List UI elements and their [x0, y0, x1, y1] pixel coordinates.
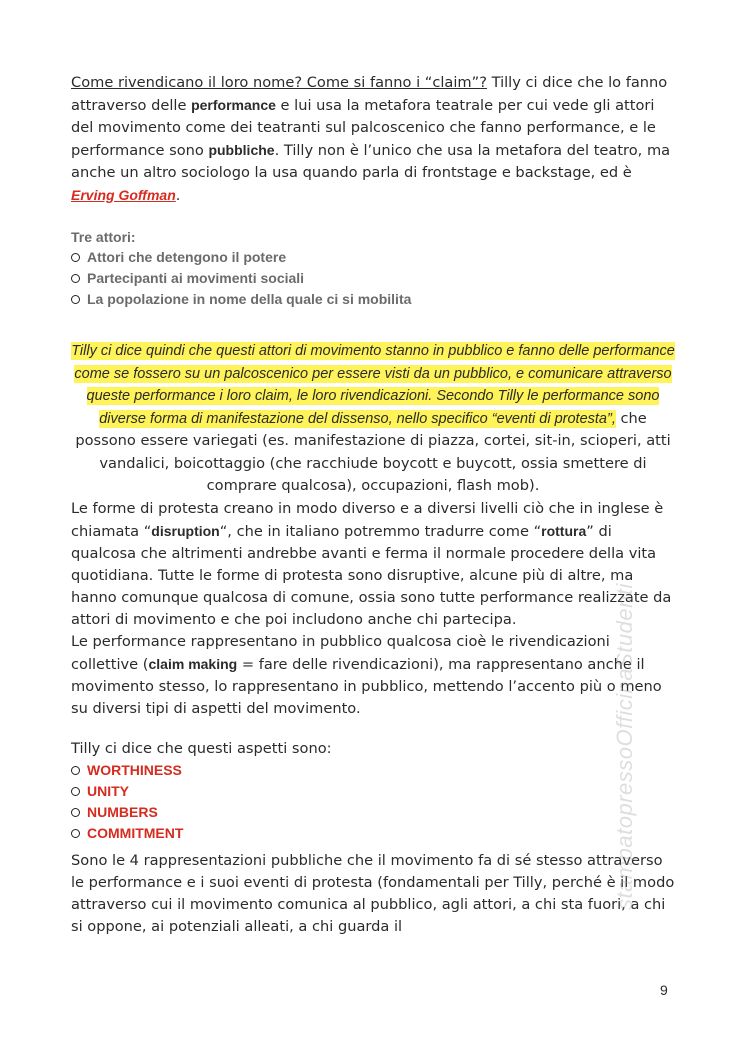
list-item [71, 823, 675, 844]
bold-term: rottura [541, 522, 587, 539]
paragraph-highlighted [71, 340, 675, 498]
goffman-link[interactable]: Erving Goffman [71, 187, 176, 203]
list-item [71, 289, 675, 310]
text-span: Tilly ci dice che lo fanno attraverso delle [71, 74, 668, 114]
list-item [71, 268, 675, 289]
text-span: aspetti del movimento [191, 699, 356, 717]
list-item-label: La popolazione in nome della quale ci si mobilita [87, 291, 412, 307]
aspect-label: UNITY [87, 782, 129, 799]
aspects-list [71, 760, 675, 844]
watermark: stampatopressoOfficinaStudenti [612, 583, 637, 910]
circle-bullet-icon [71, 766, 80, 775]
page-number: 9 [660, 982, 668, 998]
circle-bullet-icon [71, 787, 80, 796]
text-span: Le performance rappresentano in pubblico qualcosa cioè le rivendicazioni collettive ( [71, 632, 610, 673]
question-text: Come rivendicano il loro nome? Come si fanno i “claim”? [71, 74, 487, 91]
aspect-label: NUMBERS [87, 803, 158, 820]
list-item [71, 781, 675, 802]
paragraph-claim-making [71, 631, 675, 720]
list-item [71, 802, 675, 823]
bold-term: pubbliche [208, 142, 275, 158]
text-span: Le forme di protesta creano in modo diverso e a diversi livelli ciò che in inglese è chiamata “ [71, 499, 664, 540]
text-span: che possono essere variegati (es. manifestazione di piazza, cortei, sit-in, scioperi, atti vandalici, boicottaggio (che racchiude boycott e buycott, ossia smettere di comprare qualcosa), occupazioni, flash mob). [75, 409, 671, 494]
list-item-label: Partecipanti ai movimenti sociali [87, 270, 305, 286]
spacer [71, 720, 675, 738]
text-span: . Tilly non è l’unico che usa la metafora del teatro, ma anche un altro sociologo la usa quando parla di frontstage e backstage, ed è [71, 142, 671, 181]
paragraph-representations: Sono le 4 rappresentazioni pubbliche che il movimento fa di sé stesso attraverso le performance e i suoi eventi di protesta (fondamentali per Tilly, perché è il modo attraverso cui il movimento comunica al pubblico, agli attori, a chi sta fuori, a chi si oppone, ai potenziali alleati, a chi guarda il [71, 851, 675, 935]
text-span: ” di qualcosa che altrimenti andrebbe avanti e ferma il normale procedere della vita quotidiana. Tutte le forme di protesta sono disruptive, alcune più di altre, ma hanno comunque qualcosa di comune, ossia sono tutte performance realizzate da attori di movimento e che poi includono anche chi partecipa. [71, 522, 672, 628]
circle-bullet-icon [71, 253, 80, 262]
list-item [71, 760, 675, 781]
text-span: . [175, 187, 181, 204]
text-span: e lui usa la metafora teatrale per cui vede gli attori del movimento come dei teatranti sul palcoscenico che fanno performance, e le performance sono [71, 97, 656, 159]
aspect-label: WORTHINESS [87, 761, 182, 778]
aspect-label: COMMITMENT [87, 824, 184, 841]
text-span: . [355, 699, 361, 717]
bold-term: performance [191, 97, 276, 113]
page-content [71, 72, 675, 938]
circle-bullet-icon [71, 274, 80, 283]
text-span: = fare delle rivendicazioni), ma rappresentano anche il movimento stesso, lo rappresentano in pubblico, mettendo l’accento più o meno su diversi tipi di [71, 655, 662, 717]
aspects-intro: Tilly ci dice che questi aspetti sono: [71, 739, 332, 757]
list-item-label: Attori che detengono il potere [87, 249, 287, 265]
text-span: “, che in italiano potremmo tradurre come “ [219, 522, 542, 540]
circle-bullet-icon [71, 808, 80, 817]
circle-bullet-icon [71, 829, 80, 838]
bold-term: disruption [151, 522, 220, 539]
paragraph-disruption [71, 498, 675, 631]
highlighted-text: Tilly ci dice quindi che questi attori di movimento stanno in pubblico e fanno delle performance come se fossero su un palcoscenico per essere visti da un pubblico, e comunicare attraverso queste performance i loro claim, le loro rivendicazioni. Secondo Tilly le performance sono diverse forma di manifestazione del dissenso, nello specifico “eventi di protesta”, [71, 343, 675, 427]
bold-term: claim making [148, 655, 238, 672]
paragraph-performance [71, 72, 675, 207]
list-item [71, 247, 675, 268]
actors-heading: Tre attori: [71, 229, 136, 245]
actors-list [71, 247, 675, 310]
circle-bullet-icon [71, 295, 80, 304]
